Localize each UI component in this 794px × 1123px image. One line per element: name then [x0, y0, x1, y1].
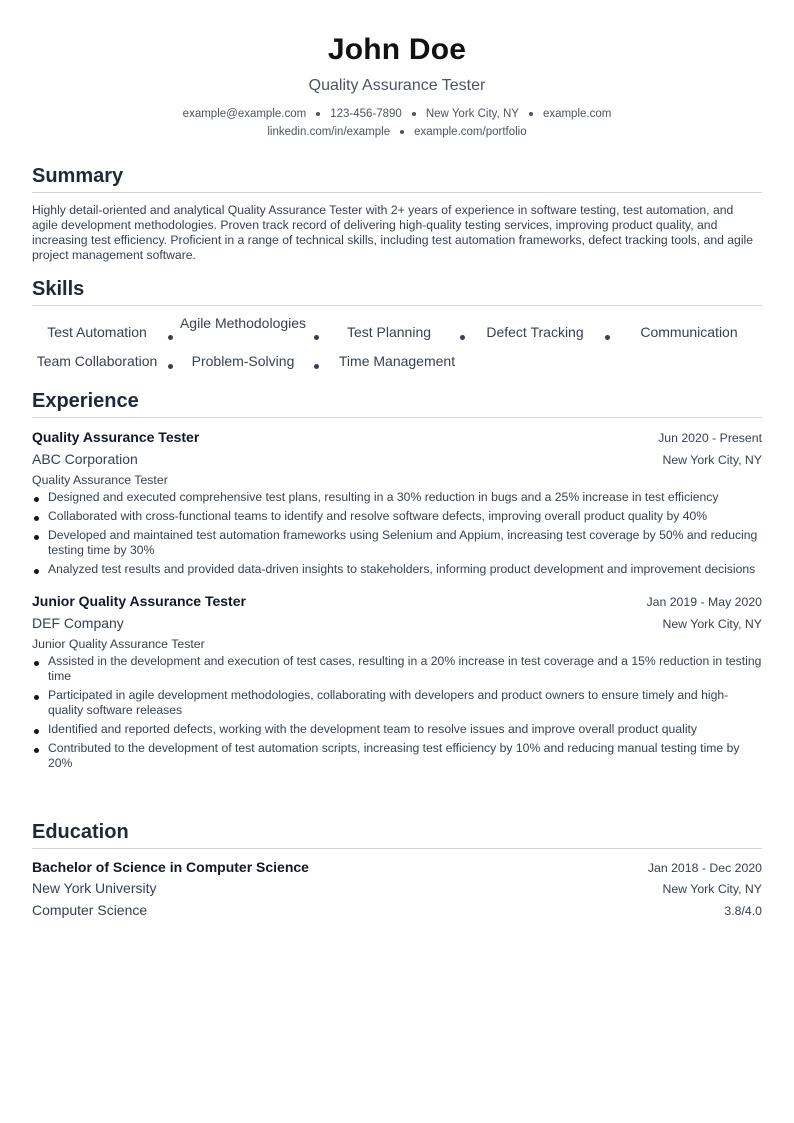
education-section [32, 820, 762, 922]
field-of-study: Computer Science [32, 902, 148, 918]
separator-dot [400, 130, 404, 134]
bullet-dot [34, 497, 39, 502]
bullet-text: Analyzed test results and provided data-driven insights to stakeholders, informing product development and improvement decisions [48, 562, 756, 576]
candidate-headline: Quality Assurance Tester [308, 77, 486, 94]
job-bullet [32, 509, 762, 524]
email-link[interactable]: example@example.com [182, 108, 307, 120]
school-name: New York University [32, 880, 157, 896]
candidate-name: John Doe [327, 33, 467, 66]
resume-page [32, 0, 762, 918]
job-bullet [32, 490, 762, 505]
job-title: Quality Assurance Tester [32, 429, 200, 445]
separator-dot [529, 112, 533, 116]
skill-item: Test Automation [47, 324, 147, 340]
phone-text: 123-456-7890 [330, 108, 402, 120]
summary-text: Highly detail-oriented and analytical Quality Assurance Tester with 2+ years of experience in software testing, test automation, and agile development methodologies. Proven track record of delivering high-quality testing services, improving product quality, and increasing test efficiency. Proficient in a range of technical skills, including test automation frameworks, defect tracking tools, and agile project management software. [32, 203, 754, 262]
job-bullets [32, 490, 762, 577]
separator-dot [168, 335, 173, 340]
gpa-text: 3.8/4.0 [724, 904, 762, 918]
company-name: ABC Corporation [32, 451, 138, 467]
experience-section [32, 389, 762, 775]
job-date: Jan 2019 - May 2020 [646, 595, 762, 609]
separator-dot [168, 364, 173, 369]
bullet-text: Contributed to the development of test automation scripts, increasing test efficiency by 10% and reducing manual testing time by 20% [48, 741, 740, 770]
bullet-text: Assisted in the development and execution of test cases, resulting in a 20% increase in test coverage and a 15% reduction in testing time [48, 654, 762, 683]
job-bullet [32, 722, 762, 737]
separator-dot [460, 335, 465, 340]
job-role: Junior Quality Assurance Tester [32, 637, 205, 651]
portfolio-link[interactable]: example.com/portfolio [414, 126, 527, 138]
contact-row-secondary [32, 123, 762, 141]
separator-dot [605, 335, 610, 340]
bullet-dot [34, 729, 39, 734]
job-bullet [32, 654, 762, 684]
job-entry [32, 427, 762, 577]
education-entry [32, 857, 762, 922]
job-entry [32, 591, 762, 771]
skill-item: Defect Tracking [486, 324, 584, 340]
skill-item: Agile Methodologies [179, 315, 307, 331]
bullet-text: Developed and maintained test automation frameworks using Selenium and Appium, increasing test coverage by 50% and reducing testing time by 30% [48, 528, 758, 557]
bullet-dot [34, 535, 39, 540]
website-link[interactable]: example.com [542, 108, 612, 120]
bullet-text: Participated in agile development methodologies, collaborating with developers and product owners to ensure timely and high-quality software releases [48, 688, 729, 717]
resume-header [32, 33, 762, 141]
company-name: DEF Company [32, 615, 124, 631]
skill-item: Communication [640, 324, 738, 340]
bullet-dot [34, 516, 39, 521]
skills-list [32, 314, 762, 384]
degree-title: Bachelor of Science in Computer Science [32, 859, 309, 875]
bullet-dot [34, 661, 39, 666]
job-role: Quality Assurance Tester [32, 473, 168, 487]
job-bullet [32, 688, 762, 718]
bullet-dot [34, 695, 39, 700]
school-location: New York City, NY [662, 882, 762, 896]
contact-row-primary [32, 105, 762, 123]
job-bullet [32, 528, 762, 558]
separator-dot [412, 112, 416, 116]
separator-dot [314, 364, 319, 369]
education-heading: Education [32, 820, 762, 849]
skill-item: Problem-Solving [191, 353, 295, 369]
separator-dot [314, 335, 319, 340]
bullet-text: Collaborated with cross-functional teams to identify and resolve software defects, improving overall product quality by 40% [48, 509, 708, 523]
skills-heading: Skills [32, 277, 762, 306]
bullet-text: Identified and reported defects, working with the development team to resolve issues and improve overall product quality [48, 722, 698, 736]
bullet-dot [34, 748, 39, 753]
skill-item: Time Management [338, 353, 456, 369]
linkedin-link[interactable]: linkedin.com/in/example [267, 126, 391, 138]
skill-item: Test Planning [346, 324, 432, 340]
job-bullets [32, 654, 762, 771]
job-location: New York City, NY [662, 453, 762, 467]
skill-item: Team Collaboration [36, 353, 158, 369]
location-text: New York City, NY [425, 108, 519, 120]
summary-section [32, 164, 762, 263]
summary-heading: Summary [32, 164, 762, 193]
education-date: Jan 2018 - Dec 2020 [647, 861, 762, 875]
job-date: Jun 2020 - Present [658, 431, 762, 445]
bullet-text: Designed and executed comprehensive test plans, resulting in a 30% reduction in bugs and a 25% increase in test efficiency [48, 490, 719, 504]
job-title: Junior Quality Assurance Tester [32, 593, 246, 609]
skills-section [32, 277, 762, 384]
experience-heading: Experience [32, 389, 762, 418]
job-bullet [32, 562, 762, 577]
job-location: New York City, NY [662, 617, 762, 631]
separator-dot [316, 112, 320, 116]
job-bullet [32, 741, 762, 771]
bullet-dot [34, 569, 39, 574]
